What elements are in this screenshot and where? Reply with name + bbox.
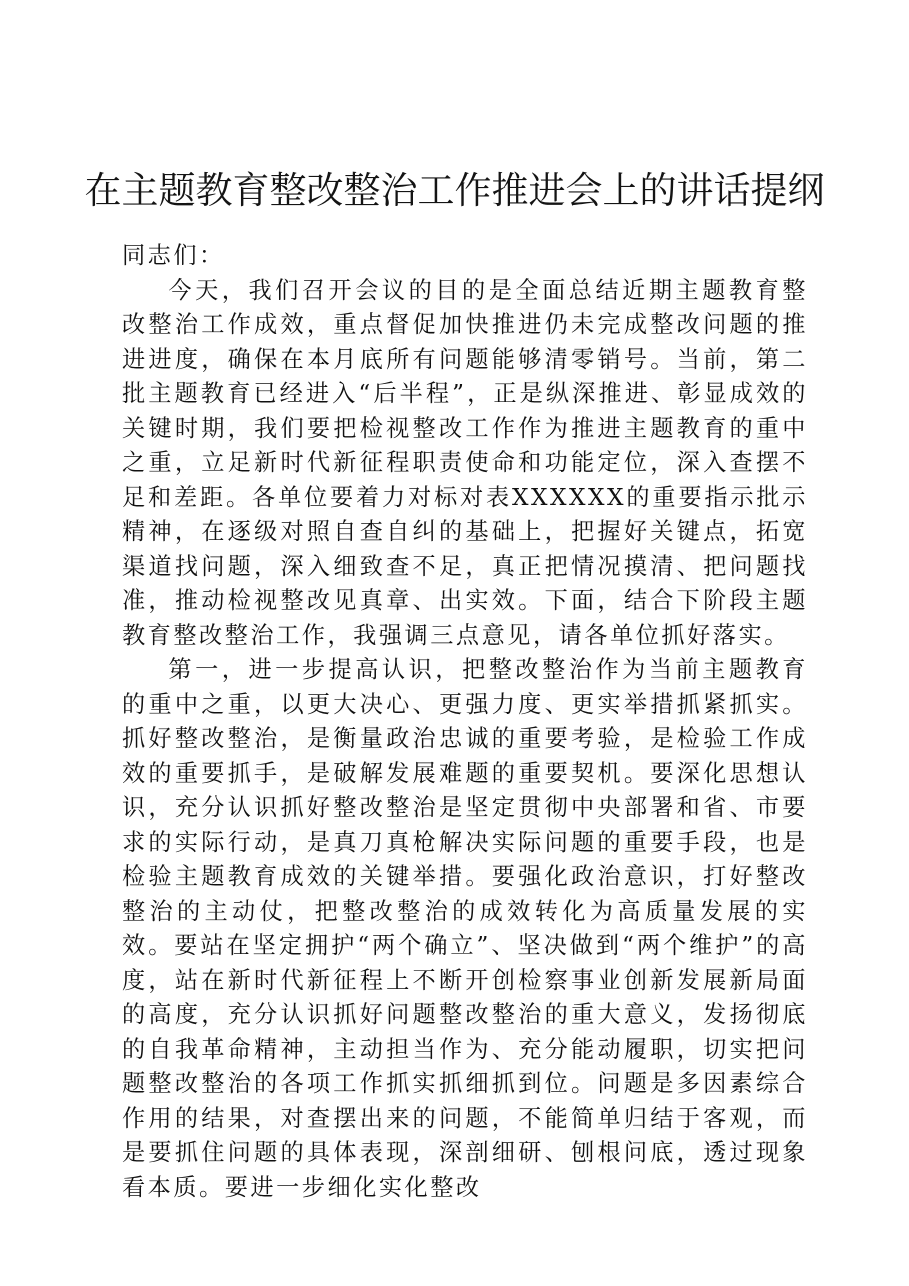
document-title: 在主题教育整改整治工作推进会上的讲话提纲	[84, 169, 825, 212]
document-body	[122, 239, 808, 1205]
paragraph-intro: 今天，我们召开会议的目的是全面总结近期主题教育整改整治工作成效，重点督促加快推进仍未完成整改问题的推进进度，确保在本月底所有问题能够清零销号。当前，第二批主题教育已经进入“后半程”，正是纵深推进、彰显成效的关键时期，我们要把检视整改工作作为推进主题教育的重中之重，立足新时代新征程职责使命和功能定位，深入查摆不足和差距。各单位要着力对标对表XXXXXX的重要指示批示精神，在逐级对照自查自纠的基础上，把握好关键点，拓宽渠道找问题，深入细致查不足，真正把情况摸清、把问题找准，推动检视整改见真章、出实效。下面，结合下阶段主题教育整改整治工作，我强调三点意见，请各单位抓好落实。	[122, 276, 808, 649]
greeting: 同志们：	[122, 242, 225, 269]
paragraph-first-point: 第一，进一步提高认识，把整改整治作为当前主题教育的重中之重，以更大决心、更强力度、更实举措抓紧抓实。抓好整改整治，是衡量政治忠诚的重要考验，是检验工作成效的重要抓手，是破解发展难题的重要契机。要深化思想认识，充分认识抓好整改整治是坚定贯彻中央部署和省、市要求的实际行动，是真刀真枪解决实际问题的重要手段，也是检验主题教育成效的关键举措。要强化政治意识，打好整改整治的主动仗，把整改整治的成效转化为高质量发展的实效。要站在坚定拥护“两个确立”、坚决做到“两个维护”的高度，站在新时代新征程上不断开创检察事业创新发展新局面的高度，充分认识抓好问题整改整治的重大意义，发扬彻底的自我革命精神，主动担当作为、充分能动履职，切实把问题整改整治的各项工作抓实抓细抓到位。问题是多因素综合作用的结果，对查摆出来的问题，不能简单归结于客观，而是要抓住问题的具体表现，深剖细研、刨根问底，透过现象看本质。要进一步细化实化整改	[122, 656, 808, 1201]
